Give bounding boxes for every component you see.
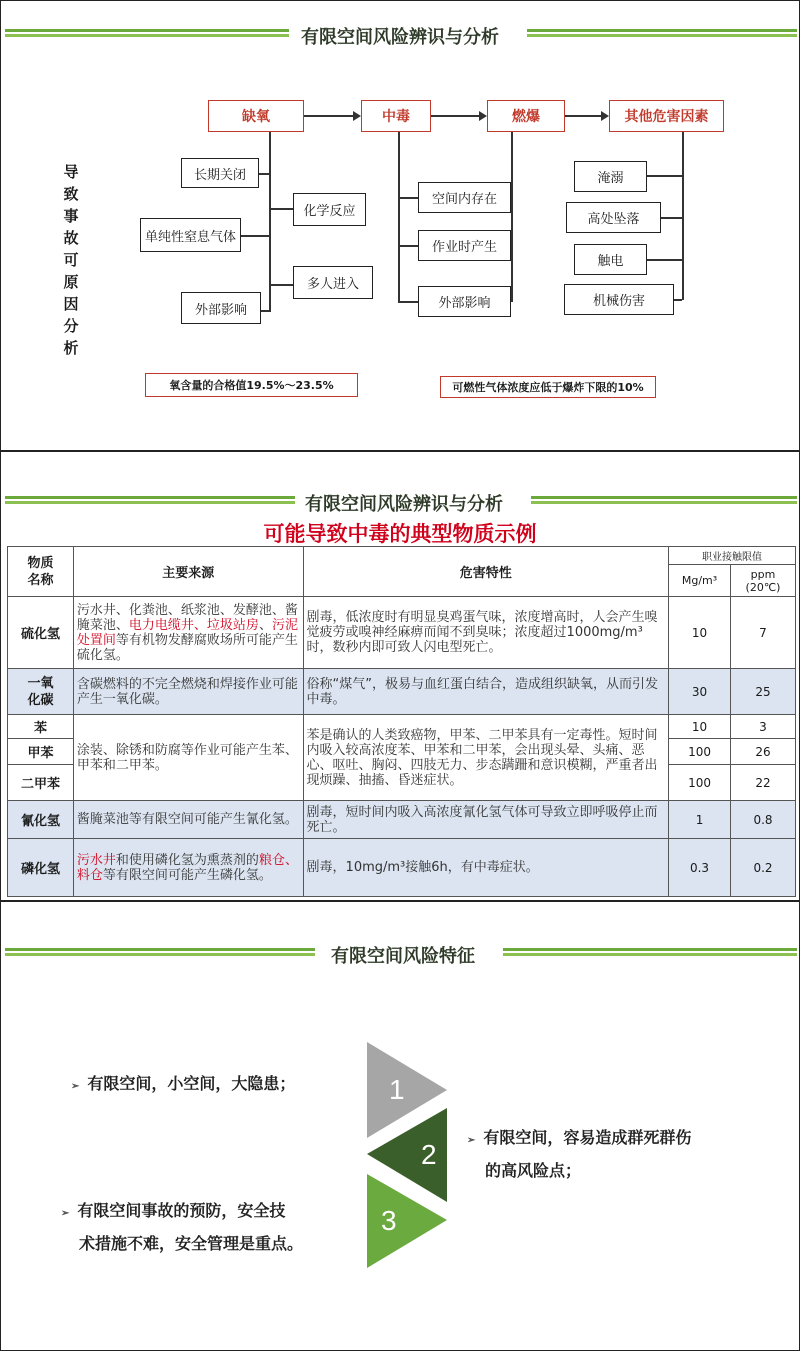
substance-hazard: 剧毒，低浓度时有明显臭鸡蛋气味，浓度增高时，人会产生嗅觉疲劳或嗅神经麻痹而闻不到臭味；浓度超过1000mg/m³时，数秒内即可致人闪电型死亡。 — [303, 597, 669, 669]
slide-cause-analysis — [0, 0, 800, 451]
hazard-drowning: 淹溺 — [574, 161, 647, 192]
substance-source: 污水井和使用磷化氢为熏蒸剂的粮仓、料仓等有限空间可能产生磷化氢。 — [73, 839, 303, 897]
header-limit: 职业接触限值 — [669, 547, 796, 565]
arrow-icon — [353, 111, 361, 121]
poison-during-work: 作业时产生 — [418, 230, 511, 261]
table-row — [8, 669, 796, 715]
header-hazard: 危害特性 — [303, 547, 669, 597]
substance-name: 硫化氢 — [8, 597, 74, 669]
cause-external-influence: 外部影响 — [181, 292, 261, 324]
cause-asphyxiant-gas: 单纯性窒息气体 — [140, 218, 241, 252]
feature-2: ➢ 有限空间，容易造成群死群伤 的高风险点； — [467, 1128, 692, 1180]
substance-hazard: 剧毒，10mg/m³接触6h，有中毒症状。 — [303, 839, 669, 897]
limit-mg: 10 — [669, 715, 731, 739]
category-hypoxia: 缺氧 — [208, 100, 304, 132]
feature-1: ➢ 有限空间，小空间，大隐患； — [71, 1074, 296, 1093]
substance-name: 二甲苯 — [8, 765, 74, 801]
table-row — [8, 839, 796, 897]
title-bar — [1, 940, 800, 968]
substance-hazard: 剧毒，短时间内吸入高浓度氰化氢气体可导致立即呼吸停止而死亡。 — [303, 801, 669, 839]
limit-mg: 10 — [669, 597, 731, 669]
limit-ppm: 7 — [731, 597, 796, 669]
cause-long-closed: 长期关闭 — [181, 158, 259, 188]
note-flammable-limit: 可燃性气体浓度应低于爆炸下限的10% — [440, 376, 656, 398]
bullet-icon: ➢ — [71, 1081, 80, 1092]
table-row — [8, 801, 796, 839]
substance-source: 酱腌菜池等有限空间可能产生氰化氢。 — [73, 801, 303, 839]
note-oxygen-range: 氧含量的合格值19.5%～23.5% — [145, 373, 358, 397]
header-source: 主要来源 — [73, 547, 303, 597]
substance-name: 苯 — [8, 715, 74, 739]
step-2-number: 2 — [421, 1139, 437, 1170]
bullet-icon: ➢ — [467, 1135, 476, 1146]
substance-name: 一氧 化碳 — [8, 669, 74, 715]
header-mg: Mg/m³ — [669, 565, 731, 597]
numbered-arrows — [361, 1040, 461, 1270]
hazard-falling: 高处坠落 — [566, 202, 661, 233]
slide-title: 有限空间风险特征 — [331, 946, 475, 967]
step-3-number: 3 — [381, 1205, 397, 1236]
substance-name: 氰化氢 — [8, 801, 74, 839]
substance-source: 含碳燃料的不完全燃烧和焊接作业可能产生一氧化碳。 — [73, 669, 303, 715]
substance-hazard: 苯是确认的人类致癌物，甲苯、二甲苯具有一定毒性。短时间内吸入较高浓度苯、甲苯和二甲苯，会出现头晕、头痛、恶心、呕吐、胸闷、四肢无力、步态蹒跚和意识模糊，严重者出现烦躁、抽搐、昏迷症状。 — [303, 715, 669, 801]
table-header-row — [8, 547, 796, 565]
slide-risk-features — [0, 901, 800, 1351]
hazard-mechanical: 机械伤害 — [564, 284, 674, 315]
limit-ppm: 25 — [731, 669, 796, 715]
substance-name: 甲苯 — [8, 739, 74, 765]
limit-mg: 100 — [669, 765, 731, 801]
slide-title: 有限空间风险辨识与分析 — [305, 494, 503, 515]
feature-3: ➢ 有限空间事故的预防，安全技 术措施不难，安全管理是重点。 — [61, 1201, 304, 1253]
title-bar — [1, 488, 800, 516]
slide-title: 有限空间风险辨识与分析 — [301, 27, 499, 48]
cause-multiple-entry: 多人进入 — [293, 266, 373, 299]
limit-ppm: 0.8 — [731, 801, 796, 839]
category-other-hazards: 其他危害因素 — [609, 100, 724, 132]
poison-in-space: 空间内存在 — [418, 182, 511, 213]
hazard-electrocution: 触电 — [574, 244, 647, 275]
limit-ppm: 22 — [731, 765, 796, 801]
arrow-icon — [479, 111, 487, 121]
cause-chemical-reaction: 化学反应 — [293, 193, 366, 226]
limit-mg: 30 — [669, 669, 731, 715]
table-title: 可能导致中毒的典型物质示例 — [263, 522, 537, 546]
limit-mg: 100 — [669, 739, 731, 765]
substance-source: 涂装、除锈和防腐等作业可能产生苯、甲苯和二甲苯。 — [73, 715, 303, 801]
category-poisoning: 中毒 — [361, 100, 431, 132]
limit-mg: 1 — [669, 801, 731, 839]
category-explosion: 燃爆 — [487, 100, 565, 132]
vertical-title: 导 致 事 故 可 原 因 分 析 — [63, 163, 79, 357]
substance-hazard: 俗称“煤气”，极易与血红蛋白结合，造成组织缺氧，从而引发中毒。 — [303, 669, 669, 715]
poison-external: 外部影响 — [418, 286, 511, 317]
header-name: 物质 名称 — [8, 547, 74, 597]
table-row — [8, 715, 796, 739]
limit-mg: 0.3 — [669, 839, 731, 897]
title-bar — [1, 21, 800, 49]
table-row — [8, 597, 796, 669]
toxic-substances-table — [7, 546, 796, 897]
step-1-number: 1 — [389, 1074, 405, 1105]
arrow-icon — [601, 111, 609, 121]
substance-name: 磷化氢 — [8, 839, 74, 897]
limit-ppm: 3 — [731, 715, 796, 739]
substance-source: 污水井、化粪池、纸浆池、发酵池、酱腌菜池、电力电缆井、垃圾站房、污泥处置间等有机物发酵腐败场所可能产生硫化氢。 — [73, 597, 303, 669]
limit-ppm: 26 — [731, 739, 796, 765]
bullet-icon: ➢ — [61, 1208, 70, 1219]
header-ppm: ppm (20℃) — [731, 565, 796, 597]
limit-ppm: 0.2 — [731, 839, 796, 897]
